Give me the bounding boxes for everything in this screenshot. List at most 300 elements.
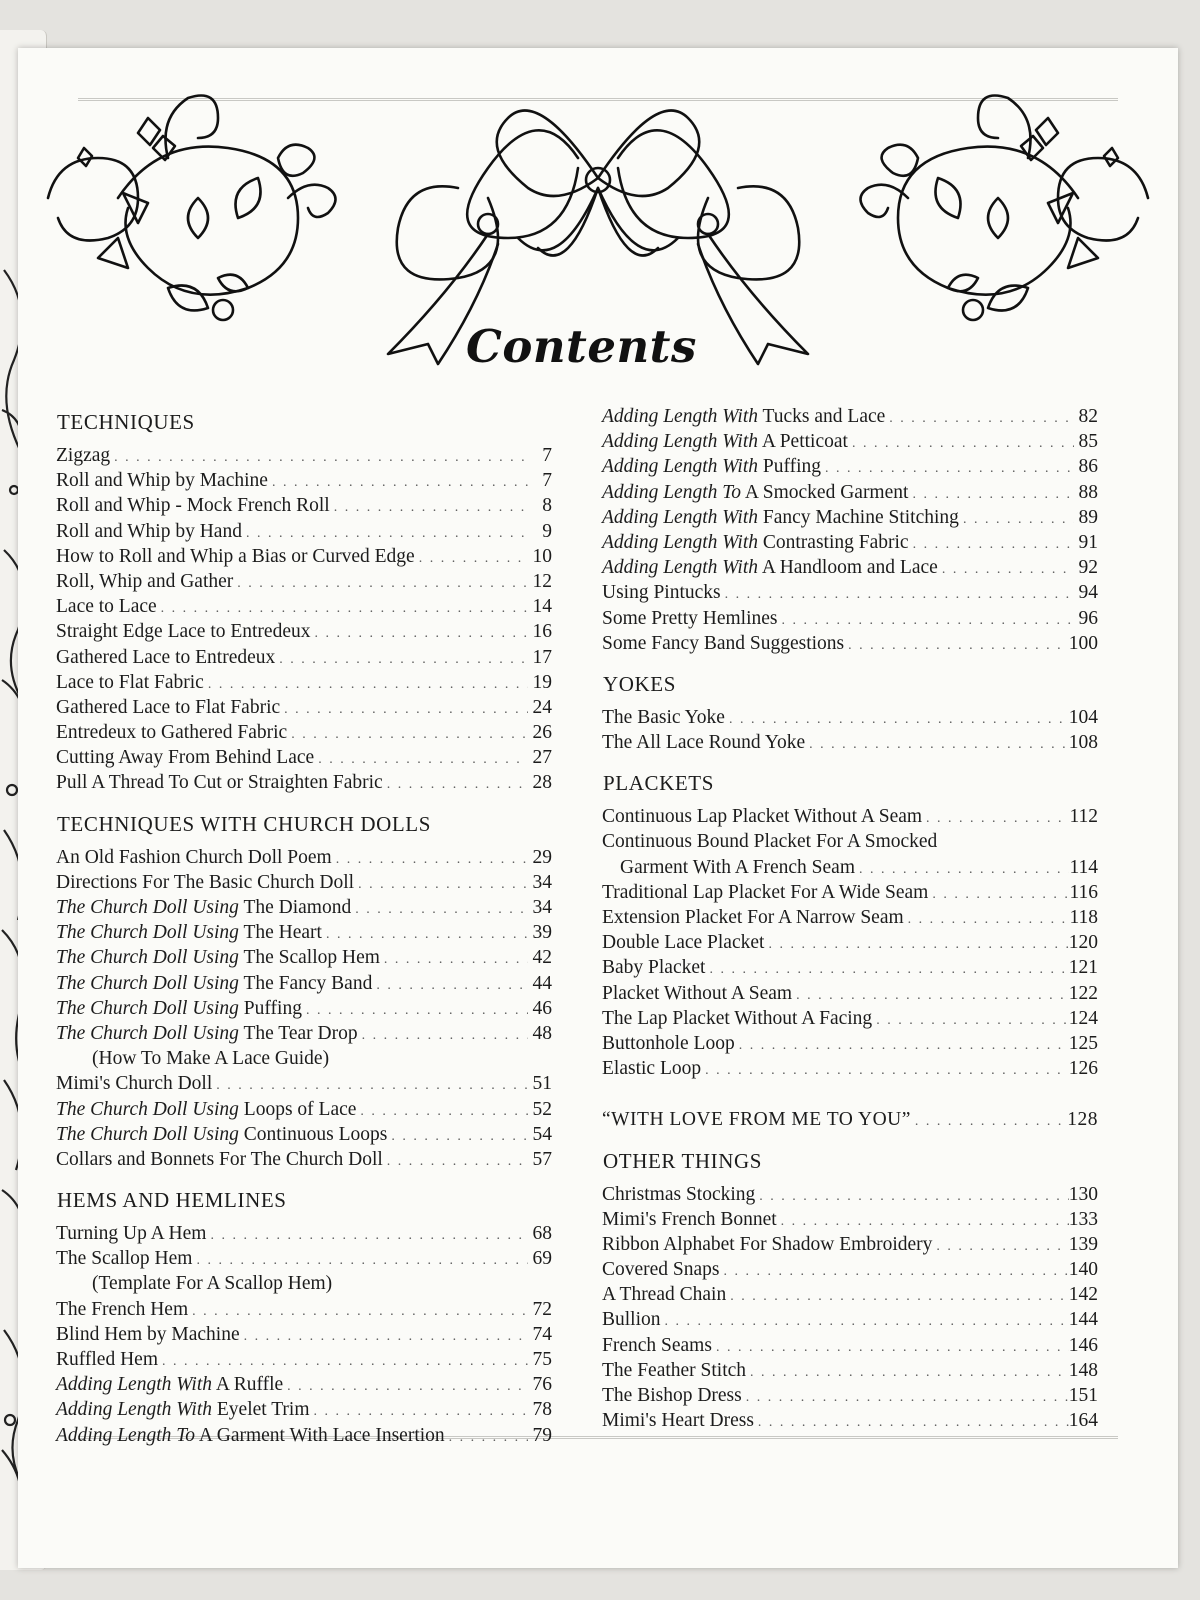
entry-title (56, 519, 242, 544)
entry-title-text: Mimi's Church Doll (56, 1073, 213, 1095)
page-number: 34 (532, 897, 552, 918)
toc-entry[interactable] (602, 981, 1098, 1006)
dot-leader (311, 621, 529, 646)
entry-title-text: Roll, Whip and Gather (56, 570, 234, 592)
toc-entry[interactable] (602, 829, 1098, 854)
contents-section (602, 771, 1098, 1081)
page-number: 148 (1068, 1359, 1098, 1381)
entry-title (602, 1031, 735, 1056)
entry-title-italic-prefix: Adding Length With (602, 531, 758, 553)
entry-title (56, 695, 280, 720)
entry-title-text: Ruffled Hem (56, 1349, 158, 1370)
entry-title (602, 1232, 932, 1257)
toc-entry[interactable] (56, 569, 552, 594)
toc-entry[interactable] (56, 770, 552, 795)
entry-title-text: Double Lace Placket (602, 932, 765, 954)
dot-leader (911, 1109, 1067, 1134)
page-number: 96 (1078, 607, 1098, 629)
toc-entry[interactable] (602, 1232, 1098, 1257)
dot-leader (928, 882, 1069, 907)
entry-title-italic-prefix: Adding Length With (602, 456, 758, 478)
entry-title (56, 920, 322, 945)
dot-leader (206, 1223, 528, 1248)
entry-title-text: Fancy Machine Stitching (762, 506, 959, 528)
entry-title (56, 645, 275, 670)
entry-title-text: The Lap Placket Without A Facing (602, 1007, 873, 1029)
section-heading: PLACKETS (603, 771, 714, 796)
entry-title-italic-prefix: The Church Doll Using (56, 1098, 239, 1120)
entry-title-text: Roll and Whip by Machine (56, 470, 268, 492)
entry-title-italic-prefix: The Church Doll Using (56, 897, 239, 918)
entry-title-text: Some Pretty Hemlines (602, 607, 778, 629)
dot-leader (805, 732, 1069, 757)
page-number: 142 (1068, 1284, 1098, 1306)
dot-leader (746, 1360, 1069, 1385)
page-number: 7 (542, 445, 552, 466)
page-number: 26 (532, 722, 552, 744)
page-number: 34 (532, 871, 552, 893)
entry-title (56, 1322, 240, 1347)
entry-title (56, 996, 302, 1021)
toc-entry[interactable] (56, 945, 552, 970)
toc-entry[interactable] (56, 695, 552, 720)
toc-entry[interactable] (56, 619, 552, 644)
page-number: 79 (532, 1424, 552, 1446)
page-number: 100 (1068, 632, 1098, 654)
page-title: Contents (466, 320, 697, 373)
toc-entry[interactable] (602, 631, 1098, 656)
entry-title-text: Continuous Bound Placket For A Smocked (602, 831, 938, 853)
toc-entry[interactable] (56, 1147, 552, 1172)
dot-leader (848, 431, 1074, 456)
entry-title-text: A Ruffle (215, 1374, 284, 1396)
dot-leader (110, 445, 528, 470)
page-number: 85 (1078, 431, 1098, 453)
dot-leader (445, 1425, 528, 1450)
dot-leader (415, 546, 528, 571)
toc-entry[interactable] (56, 971, 552, 996)
entry-title-text: The Tear Drop (243, 1022, 358, 1044)
entry-title-text: Continuous Loops (243, 1123, 388, 1145)
entry-title (602, 981, 792, 1006)
contents-right-column (602, 404, 1098, 1449)
toc-entry[interactable] (602, 1257, 1098, 1282)
toc-entry[interactable] (602, 580, 1098, 605)
entry-title (56, 569, 233, 594)
page-number: 120 (1068, 932, 1098, 954)
toc-entry[interactable] (602, 1107, 1098, 1132)
page-number: 89 (1078, 506, 1098, 528)
toc-entry[interactable] (602, 555, 1098, 580)
entry-title (602, 530, 909, 555)
toc-entry[interactable] (602, 606, 1098, 631)
toc-entry[interactable] (56, 645, 552, 670)
dot-leader (855, 857, 1069, 882)
entry-title (602, 480, 908, 505)
entry-title (56, 1423, 445, 1448)
toc-entry[interactable] (602, 1182, 1098, 1207)
toc-entry[interactable] (56, 1246, 552, 1271)
entry-title (602, 730, 805, 755)
dot-leader (383, 1149, 528, 1174)
entry-title (602, 1307, 661, 1332)
entry-title (56, 1021, 358, 1046)
page-number: 126 (1068, 1058, 1098, 1080)
toc-entry[interactable] (602, 705, 1098, 730)
page-number: 128 (1067, 1109, 1098, 1131)
entry-title (602, 1056, 701, 1081)
toc-entry[interactable] (56, 920, 552, 945)
page-number: 28 (532, 772, 552, 794)
page-number: 10 (532, 545, 552, 567)
page-number: 133 (1068, 1208, 1098, 1230)
page-number: 19 (532, 671, 552, 693)
entry-title (56, 493, 330, 518)
toc-entry[interactable] (56, 1097, 552, 1122)
page-number: 88 (1078, 481, 1098, 503)
entry-title (56, 670, 204, 695)
toc-entry[interactable] (56, 1221, 552, 1246)
toc-entry[interactable] (56, 443, 552, 468)
entry-title-italic-prefix: Adding Length To (56, 1424, 196, 1446)
toc-entry[interactable] (56, 1397, 552, 1422)
toc-entry[interactable] (602, 855, 1098, 880)
toc-entry[interactable] (56, 1122, 552, 1147)
dot-leader (821, 456, 1074, 481)
toc-entry[interactable] (56, 544, 552, 569)
contents-left-column (56, 404, 552, 1464)
contents-section (56, 812, 552, 1172)
toc-entry[interactable] (602, 1006, 1098, 1031)
page-number: 69 (532, 1248, 552, 1270)
entry-title (56, 619, 311, 644)
entry-title-text: The Feather Stitch (602, 1359, 747, 1381)
toc-entry[interactable] (56, 1046, 552, 1071)
dot-leader (777, 1209, 1069, 1234)
entry-title-text: Elastic Loop (602, 1058, 702, 1080)
page-number: 68 (532, 1223, 552, 1245)
entry-title-text: Traditional Lap Placket For A Wide Seam (602, 881, 929, 903)
page-number: 122 (1068, 982, 1098, 1004)
toc-entry[interactable] (56, 1372, 552, 1397)
page-number: 42 (532, 947, 552, 969)
toc-entry[interactable] (56, 1021, 552, 1046)
entry-title-text: (How To Make A Lace Guide) (92, 1048, 330, 1070)
dot-leader (720, 1259, 1069, 1284)
dot-leader (287, 722, 528, 747)
entry-title-text: Continuous Lap Placket Without A Seam (602, 806, 923, 828)
entry-title (56, 1297, 188, 1322)
entry-title-text: Zigzag (56, 445, 111, 466)
page-number: 144 (1068, 1309, 1098, 1331)
dot-leader (764, 932, 1068, 957)
page-number: 76 (532, 1374, 552, 1396)
entry-title-text: “WITH LOVE FROM ME TO YOU” (602, 1109, 911, 1131)
page-number: 140 (1068, 1259, 1098, 1281)
entry-title-text: Blind Hem by Machine (56, 1323, 240, 1345)
entry-title-text: Garment With A French Seam (620, 856, 855, 878)
entry-title-italic-prefix: Adding Length With (602, 431, 758, 453)
dot-leader (661, 1309, 1069, 1334)
dot-leader (844, 633, 1069, 658)
entry-title-italic-prefix: Adding Length With (602, 557, 758, 579)
toc-entry[interactable] (602, 1333, 1098, 1358)
entry-title (56, 895, 351, 920)
contents-section (602, 672, 1098, 755)
toc-entry[interactable] (602, 1282, 1098, 1307)
toc-entry[interactable] (56, 519, 552, 544)
dot-leader (735, 1033, 1069, 1058)
page-number: 74 (532, 1323, 552, 1345)
entry-title (602, 606, 777, 631)
dot-leader (283, 1374, 528, 1399)
dot-leader (922, 806, 1069, 831)
entry-title (56, 845, 332, 870)
toc-entry[interactable] (602, 955, 1098, 980)
contents-section (602, 1097, 1098, 1132)
toc-entry[interactable] (56, 594, 552, 619)
entry-title (56, 745, 314, 770)
dot-leader (885, 406, 1074, 431)
entry-title-text: How to Roll and Whip a Bias or Curved Edge (56, 545, 415, 567)
entry-title-text: The French Hem (56, 1298, 189, 1320)
entry-title-italic-prefix: The Church Doll Using (56, 1022, 239, 1044)
entry-title-text: Cutting Away From Behind Lace (56, 747, 315, 769)
dot-leader (242, 521, 528, 546)
toc-entry[interactable] (602, 1031, 1098, 1056)
page-number: 7 (542, 470, 552, 492)
toc-entry[interactable] (56, 1071, 552, 1096)
page-number: 54 (532, 1123, 552, 1145)
entry-title (56, 1147, 383, 1172)
toc-entry[interactable] (602, 530, 1098, 555)
entry-title (602, 1358, 746, 1383)
toc-entry[interactable] (602, 1358, 1098, 1383)
dot-leader (721, 582, 1074, 607)
dot-leader (712, 1335, 1069, 1360)
entry-title-text: Mimi's Heart Dress (602, 1410, 754, 1432)
page-number: 57 (532, 1148, 552, 1170)
page-number: 92 (1078, 557, 1098, 579)
page-number: 124 (1068, 1007, 1098, 1029)
entry-title (56, 945, 380, 970)
page-number: 16 (532, 621, 552, 643)
entry-title (92, 1046, 329, 1071)
toc-entry[interactable] (56, 870, 552, 895)
book-page (18, 48, 1178, 1568)
dot-leader (387, 1124, 528, 1149)
page-number: 48 (532, 1022, 552, 1044)
page-number: 125 (1068, 1032, 1098, 1054)
dot-leader (383, 772, 528, 797)
entry-title-italic-prefix: Adding Length With (56, 1374, 212, 1396)
toc-entry[interactable] (56, 720, 552, 745)
page-number: 86 (1078, 456, 1098, 478)
dot-leader (356, 1099, 528, 1124)
entry-title-text: Pull A Thread To Cut or Straighten Fabric (56, 772, 383, 794)
entry-title-text: The Bishop Dress (602, 1385, 742, 1406)
page-number: 164 (1068, 1410, 1098, 1432)
page-number: 151 (1068, 1385, 1098, 1406)
toc-entry[interactable] (56, 1423, 552, 1448)
entry-title (602, 905, 904, 930)
toc-entry[interactable] (56, 670, 552, 695)
entry-title-italic-prefix: The Church Doll Using (56, 997, 239, 1019)
toc-entry[interactable] (56, 1271, 552, 1296)
entry-title-text: Puffing (243, 997, 302, 1019)
toc-entry[interactable] (56, 745, 552, 770)
dot-leader (872, 1008, 1069, 1033)
entry-title-italic-prefix: The Church Doll Using (56, 972, 239, 994)
entry-title-text: The Heart (243, 922, 322, 944)
toc-entry[interactable] (602, 905, 1098, 930)
entry-title-text: Bullion (602, 1309, 661, 1331)
entry-title-italic-prefix: Adding Length With (602, 506, 758, 528)
entry-title (602, 505, 959, 530)
toc-entry[interactable] (602, 480, 1098, 505)
dot-leader (358, 1023, 528, 1048)
dot-leader (233, 571, 528, 596)
entry-title (56, 870, 354, 895)
entry-title (602, 454, 821, 479)
entry-title (602, 1282, 726, 1307)
page-number: 27 (532, 747, 552, 769)
toc-entry[interactable] (56, 493, 552, 518)
entry-title-text: French Seams (602, 1334, 712, 1356)
entry-title-text: Lace to Flat Fabric (56, 671, 204, 693)
entry-title-italic-prefix: The Church Doll Using (56, 922, 239, 944)
dot-leader (754, 1410, 1069, 1435)
section-heading: YOKES (603, 671, 677, 696)
toc-entry[interactable] (602, 804, 1098, 829)
toc-entry[interactable] (602, 730, 1098, 755)
dot-leader (330, 495, 528, 520)
entry-title-italic-prefix: Adding Length To (602, 481, 742, 503)
page-number: 118 (1069, 907, 1098, 928)
entry-title (56, 1397, 310, 1422)
dot-leader (240, 1324, 528, 1349)
entry-title (56, 770, 383, 795)
entry-title-text: Placket Without A Seam (602, 982, 793, 1004)
entry-title-text: Ribbon Alphabet For Shadow Embroidery (602, 1233, 933, 1255)
dot-leader (959, 507, 1074, 532)
toc-entry[interactable] (602, 1408, 1098, 1433)
entry-title-text: Loops of Lace (243, 1098, 357, 1120)
entry-title-text: A Smocked Garment (744, 481, 909, 503)
page-number: 24 (532, 696, 552, 718)
dot-leader (726, 1284, 1069, 1309)
toc-entry[interactable] (602, 880, 1098, 905)
page-number: 91 (1078, 531, 1098, 553)
entry-title-text: Lace to Lace (56, 596, 157, 618)
toc-entry[interactable] (56, 996, 552, 1021)
entry-title (602, 429, 848, 454)
section-heading: OTHER THINGS (603, 1148, 763, 1173)
dot-leader (157, 596, 528, 621)
page-number: 121 (1068, 957, 1098, 979)
dot-leader (204, 672, 528, 697)
page-number: 44 (532, 972, 552, 994)
toc-entry[interactable] (56, 895, 552, 920)
entry-title (602, 404, 885, 429)
page-number: 114 (1069, 856, 1098, 878)
entry-title (602, 880, 928, 905)
toc-entry[interactable] (602, 1207, 1098, 1232)
dot-leader (755, 1184, 1068, 1209)
dot-leader (777, 608, 1074, 633)
entry-title-text: Eyelet Trim (216, 1399, 310, 1421)
dot-leader (302, 998, 528, 1023)
entry-title (602, 580, 721, 605)
entry-title (602, 955, 705, 980)
entry-title (56, 720, 287, 745)
page-number: 139 (1068, 1233, 1098, 1255)
dot-leader (268, 470, 528, 495)
dot-leader (354, 872, 528, 897)
toc-entry[interactable] (56, 468, 552, 493)
entry-title-text: Contrasting Fabric (762, 531, 909, 553)
entry-title (56, 1221, 206, 1246)
entry-title-text: Straight Edge Lace to Entredeux (56, 621, 311, 643)
toc-entry[interactable] (602, 1383, 1098, 1408)
entry-title (56, 1372, 283, 1397)
section-heading: TECHNIQUES (57, 410, 195, 434)
entry-title-text: Christmas Stocking (602, 1183, 756, 1205)
entry-title (602, 631, 844, 656)
toc-entry[interactable] (602, 930, 1098, 955)
entry-title (602, 555, 938, 580)
dot-leader (351, 897, 528, 922)
entry-title-text: A Garment With Lace Insertion (198, 1424, 445, 1446)
page-number: 112 (1069, 806, 1098, 828)
entry-title-text: Covered Snaps (602, 1259, 720, 1281)
entry-title-text: An Old Fashion Church Doll Poem (56, 846, 332, 868)
page-number: 8 (542, 495, 552, 517)
toc-entry[interactable] (56, 845, 552, 870)
page-number: 82 (1078, 406, 1098, 427)
dot-leader (314, 747, 528, 772)
toc-entry[interactable] (56, 1322, 552, 1347)
entry-title (56, 594, 157, 619)
entry-title-text: The Scallop Hem (243, 947, 380, 969)
entry-title-text: A Thread Chain (602, 1284, 727, 1306)
entry-title (56, 443, 110, 468)
toc-entry[interactable] (602, 505, 1098, 530)
toc-entry[interactable] (56, 1347, 552, 1372)
dot-leader (932, 1234, 1068, 1259)
toc-entry[interactable] (56, 1297, 552, 1322)
entry-title (56, 1097, 356, 1122)
contents-section (56, 1188, 552, 1448)
entry-title-text: Turning Up A Hem (56, 1223, 207, 1245)
toc-entry[interactable] (602, 404, 1098, 429)
entry-title (602, 1408, 754, 1433)
dot-leader (909, 532, 1074, 557)
toc-entry[interactable] (602, 429, 1098, 454)
toc-entry[interactable] (602, 454, 1098, 479)
page-number: 116 (1069, 881, 1098, 903)
page-number: 29 (532, 846, 552, 868)
entry-title (92, 1271, 332, 1296)
toc-entry[interactable] (602, 1056, 1098, 1081)
page-number: 78 (532, 1399, 552, 1421)
contents-section (602, 404, 1098, 656)
toc-entry[interactable] (602, 1307, 1098, 1332)
entry-title-text: Roll and Whip by Hand (56, 520, 242, 542)
dot-leader (212, 1073, 528, 1098)
dot-leader (275, 647, 528, 672)
entry-title (602, 1383, 742, 1408)
